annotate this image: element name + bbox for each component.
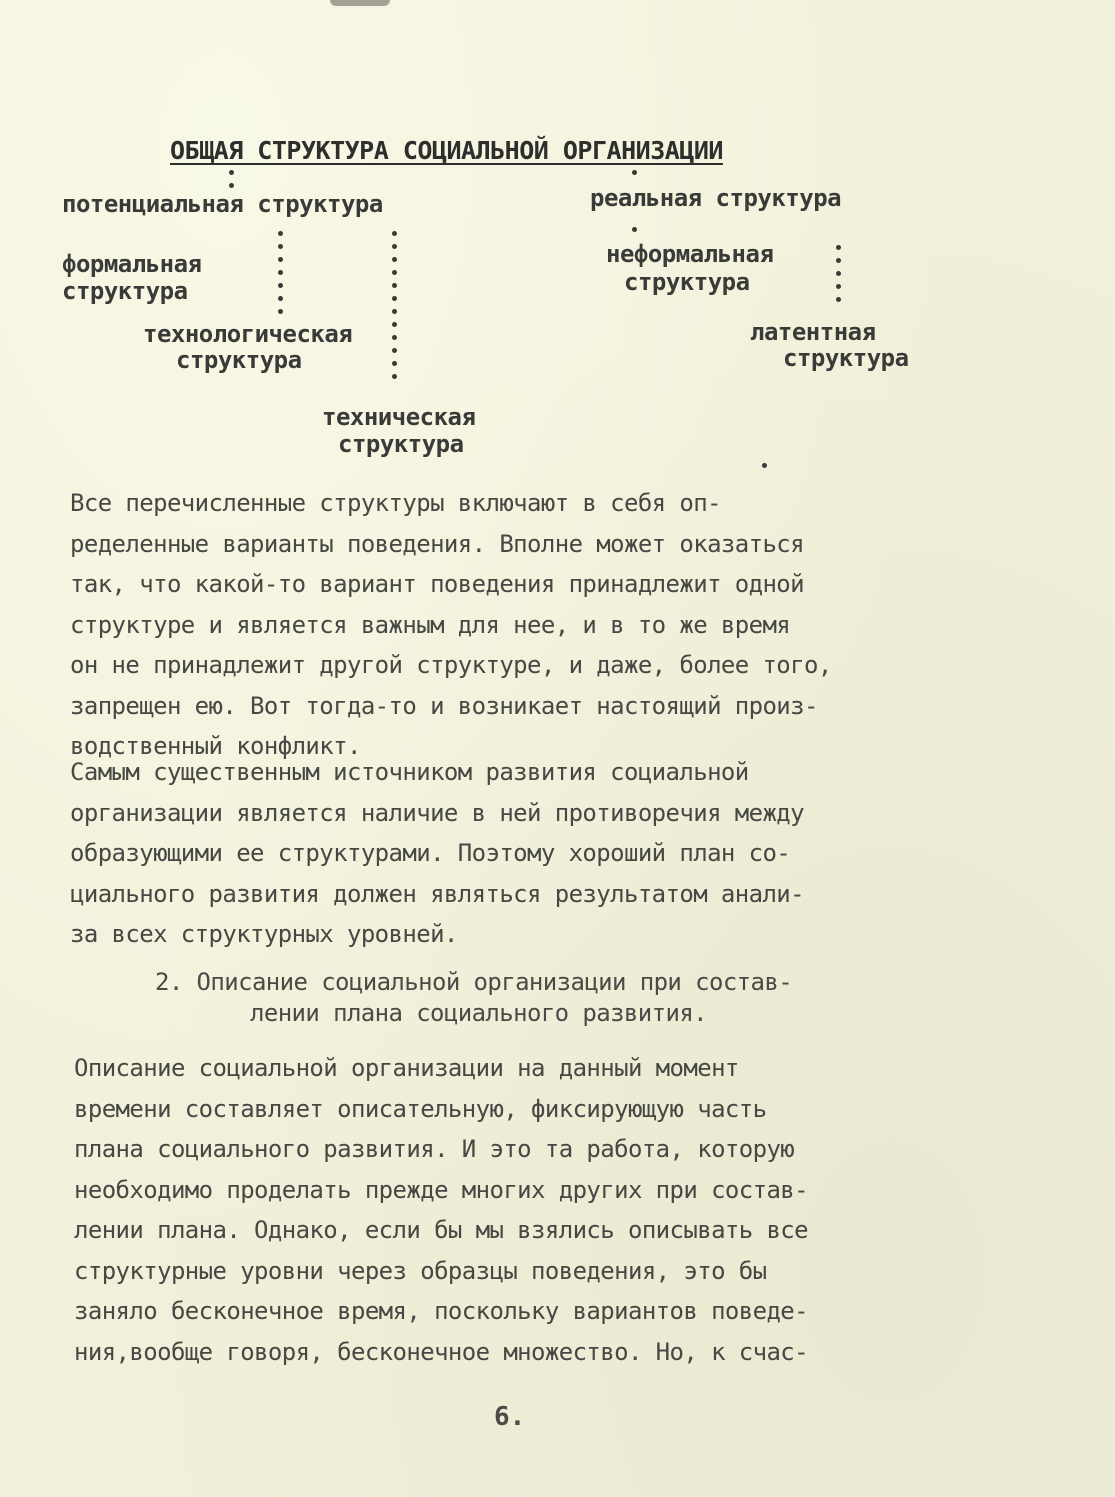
paragraph-3-line: структурные уровни через образцы поведения, это бы [74,1256,767,1285]
informal-structure-label-1: неформальная [606,240,774,268]
paragraph-3-line: плана социального развития. И это та работа, которую [74,1135,795,1163]
dotted-connector-title-right [632,170,638,183]
dotted-mark-margin [762,463,768,476]
technological-structure-label-2: структура [176,346,302,374]
paragraph-3-line: времени составляет описательную, фиксирующую часть [74,1094,767,1123]
paragraph-3-line: заняло бесконечное время, поскольку вариантов поведе- [74,1297,809,1325]
paragraph-1-line: Все перечисленные структуры включают в себя оп- [70,489,721,517]
paragraph-2-line: циального развития должен являться результатом анали- [70,879,805,908]
paragraph-2-line: за всех структурных уровней. [70,920,458,948]
section-heading-line-2: лении плана социального развития. [250,999,708,1027]
informal-structure-label-2: структура [624,268,750,296]
formal-structure-label-1: формальная [62,250,202,278]
potential-structure-label: потенциальная структура [62,190,383,218]
section-heading-line-1: 2. Описание социальной организации при состав- [155,968,793,996]
paragraph-3 [74,1048,964,1372]
dotted-connector-potential-technical [392,231,398,387]
technological-structure-label-1: технологическая [143,320,353,348]
top-edge-mark [330,0,390,6]
paragraph-1-line: водственный конфликт. [70,732,361,760]
technical-structure-label-1: техническая [322,403,476,431]
dotted-connector-potential-formal [278,231,284,322]
formal-structure-label-2: структура [62,277,188,305]
paragraph-1-line: так, что какой-то вариант поведения принадлежит одной [70,570,805,598]
latent-structure-label-2: структура [783,344,909,372]
paragraph-2-line: организации является наличие в ней противоречия между [70,798,805,827]
real-structure-label: реальная структура [590,184,842,212]
paragraph-1-line: он не принадлежит другой структуре, и даже, более того, [70,651,832,679]
page-number: 6. [494,1402,526,1432]
latent-structure-label-1: латентная [750,318,876,346]
paragraph-2-line: Самым существенным источником развития социальной [70,758,749,786]
paragraph-1-line: запрещен ею. Вот тогда-то и возникает настоящий произ- [70,691,818,720]
paragraph-2 [70,752,960,955]
paragraph-3-line: Описание социальной организации на данный момент [74,1054,739,1082]
dotted-connector-real-informal [632,227,638,240]
technical-structure-label-2: структура [338,430,464,458]
paragraph-1-line: структуре и является важным для нее, и в то же время [70,610,791,639]
dotted-connector-title-left [229,170,235,196]
paragraph-3-line: необходимо проделать прежде многих других при состав- [74,1175,809,1204]
dotted-connector-informal-latent [836,245,842,310]
paragraph-1 [70,483,960,767]
document-title: ОБЩАЯ СТРУКТУРА СОЦИАЛЬНОЙ ОРГАНИЗАЦИИ [170,136,723,165]
paragraph-3-line: ния,вообще говоря, бесконечное множество. Но, к счас- [74,1337,809,1366]
paragraph-2-line: образующими ее структурами. Поэтому хороший план со- [70,839,791,867]
paragraph-3-line: лении плана. Однако, если бы мы взялись описывать все [74,1216,809,1244]
paragraph-1-line: ределенные варианты поведения. Вполне может оказаться [70,529,805,558]
